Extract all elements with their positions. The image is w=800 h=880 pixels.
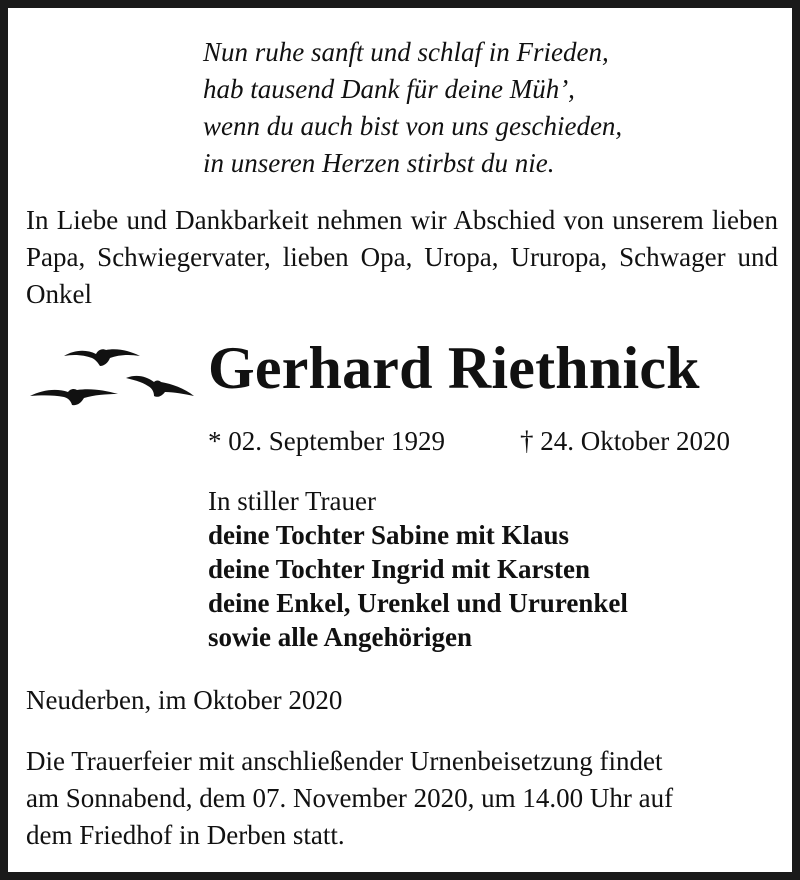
ceremony-line: am Sonnabend, dem 07. November 2020, um 14.00 Uhr auf (26, 783, 674, 813)
mourning-lead: In stiller Trauer (208, 486, 376, 516)
ceremony-line: dem Friedhof in Derben statt. (26, 820, 345, 850)
list-item: deine Tochter Ingrid mit Karsten (208, 554, 591, 584)
bird-icon (126, 376, 194, 397)
intro-text: In Liebe und Dankbarkeit nehmen wir Abschied von unserem lieben Papa, Schwiegervater, lieben Opa, Uropa, Ururopa, Schwager und Onkel (26, 205, 778, 309)
poem (203, 34, 622, 182)
list-item: deine Tochter Sabine mit Klaus (208, 520, 570, 550)
mourners-list (208, 484, 628, 654)
ceremony-info (26, 743, 778, 854)
bird-icon (64, 349, 140, 366)
poem-line: in unseren Herzen stirbst du nie. (203, 148, 555, 178)
death-date: † 24. Oktober 2020 (520, 426, 730, 456)
poem-line: Nun ruhe sanft und schlaf in Frieden, (203, 37, 609, 67)
poem-line: hab tausend Dank für deine Müh’, (203, 74, 575, 104)
list-item: sowie alle Angehörigen (208, 622, 472, 652)
ceremony-line: Die Trauerfeier mit anschließender Urnenbeisetzung findet (26, 746, 663, 776)
deceased-name: Gerhard Riethnick (208, 335, 700, 401)
birth-date: * 02. September 1929 (208, 426, 445, 456)
list-item: deine Enkel, Urenkel und Ururenkel (208, 588, 628, 618)
poem-line: wenn du auch bist von uns geschieden, (203, 111, 623, 141)
flying-birds-icon (22, 336, 202, 416)
place-date: Neuderben, im Oktober 2020 (26, 685, 343, 715)
bird-icon (30, 389, 118, 405)
